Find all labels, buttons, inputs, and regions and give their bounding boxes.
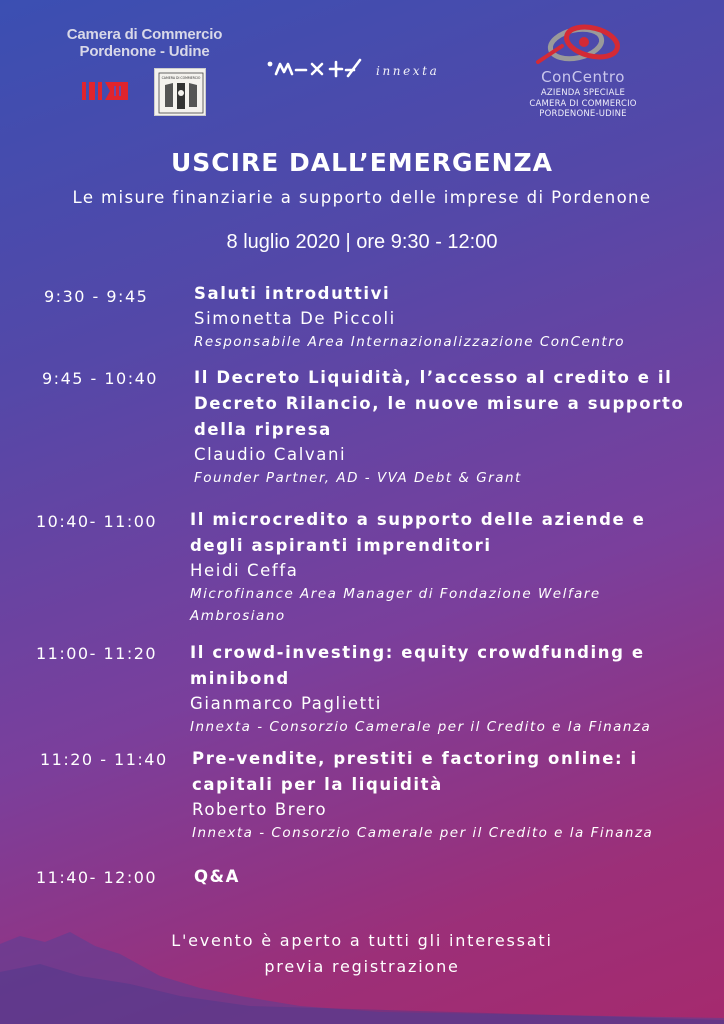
agenda-talk-title: Saluti introduttivi (194, 284, 391, 303)
agenda-item (194, 365, 702, 489)
concentro-logo-icon (532, 22, 636, 70)
agenda-talk-title: degli aspiranti imprenditori (190, 536, 492, 555)
agenda-speaker-role: Founder Partner, AD - VVA Debt & Grant (194, 470, 522, 486)
concentro-name: ConCentro (541, 68, 625, 86)
innexta-logo-icon (266, 56, 370, 82)
agenda-time: 11:40- 12:00 (36, 868, 158, 887)
agenda-speaker-role: Innexta - Consorzio Camerale per il Credito e la Finanza (192, 825, 654, 841)
agenda-time: 11:00- 11:20 (36, 644, 158, 663)
registration-note-line2: previa registrazione (264, 957, 460, 976)
logo-camera-di-commercio (62, 26, 227, 118)
agenda-talk-title: Il microcredito a supporto delle aziende e (190, 510, 646, 529)
innexta-wordmark: innexta (376, 64, 440, 78)
concentro-subtitle (520, 88, 646, 120)
agenda-time: 11:20 - 11:40 (40, 750, 168, 769)
logo-ccpn-name-line1: Camera di Commercio (66, 26, 223, 43)
event-datetime: 8 luglio 2020 | ore 9:30 - 12:00 (226, 231, 498, 253)
logo-ccpn-name-line2: Pordenone - Udine (79, 43, 210, 60)
page-subtitle: Le misure finanziarie a supporto delle imprese di Pordenone (72, 188, 652, 207)
agenda-item (190, 640, 698, 738)
agenda-speaker: Roberto Brero (192, 800, 328, 819)
agenda-speaker: Gianmarco Paglietti (190, 694, 382, 713)
agenda-talk-title: Decreto Rilancio, le nuove misure a supporto (194, 394, 685, 413)
page-title: USCIRE DALL’EMERGENZA (171, 148, 553, 177)
chamber-seal-icon (154, 68, 206, 116)
agenda-talk-title: Pre-vendite, prestiti e factoring online: i (192, 749, 638, 768)
agenda-talk-title: minibond (190, 669, 290, 688)
concentro-sub-line3: PORDENONE-UDINE (539, 109, 627, 119)
agenda-talk-title: Il Decreto Liquidità, l’accesso al credito e il (194, 368, 673, 387)
agenda-speaker: Simonetta De Piccoli (194, 309, 396, 328)
agenda-time: 10:40- 11:00 (36, 512, 158, 531)
agenda-speaker-role: Microfinance Area Manager di Fondazione Welfare (190, 586, 601, 602)
agenda-item (190, 507, 698, 627)
chamber-mark-icon (80, 80, 130, 102)
agenda-speaker: Claudio Calvani (194, 445, 347, 464)
agenda-time: 9:30 - 9:45 (44, 287, 149, 306)
agenda-talk-title: capitali per la liquidità (192, 775, 443, 794)
registration-note-line1: L'evento è aperto a tutti gli interessati (171, 931, 553, 950)
agenda-speaker-role: Responsabile Area Internazionalizzazione ConCentro (194, 334, 626, 350)
agenda-talk-title: Q&A (194, 867, 240, 886)
svg-text:CAMERA DI COMMERCIO: CAMERA DI COMMERCIO (161, 76, 201, 80)
agenda-speaker-role: Innexta - Consorzio Camerale per il Credito e la Finanza (190, 719, 652, 735)
registration-note (0, 928, 724, 980)
agenda-item (194, 281, 702, 353)
agenda-speaker-role: Ambrosiano (190, 608, 286, 624)
agenda-time: 9:45 - 10:40 (42, 369, 158, 388)
logo-innexta (266, 56, 461, 86)
logo-concentro (520, 22, 646, 126)
concentro-sub-line1: AZIENDA SPECIALE (540, 88, 626, 98)
agenda-talk-title: Il crowd-investing: equity crowdfunding e (190, 643, 645, 662)
concentro-sub-line2: CAMERA DI COMMERCIO (529, 98, 637, 109)
agenda-talk-title: della ripresa (194, 420, 332, 439)
agenda-speaker: Heidi Ceffa (190, 561, 299, 580)
agenda-item (192, 746, 700, 844)
agenda-item (194, 864, 702, 890)
